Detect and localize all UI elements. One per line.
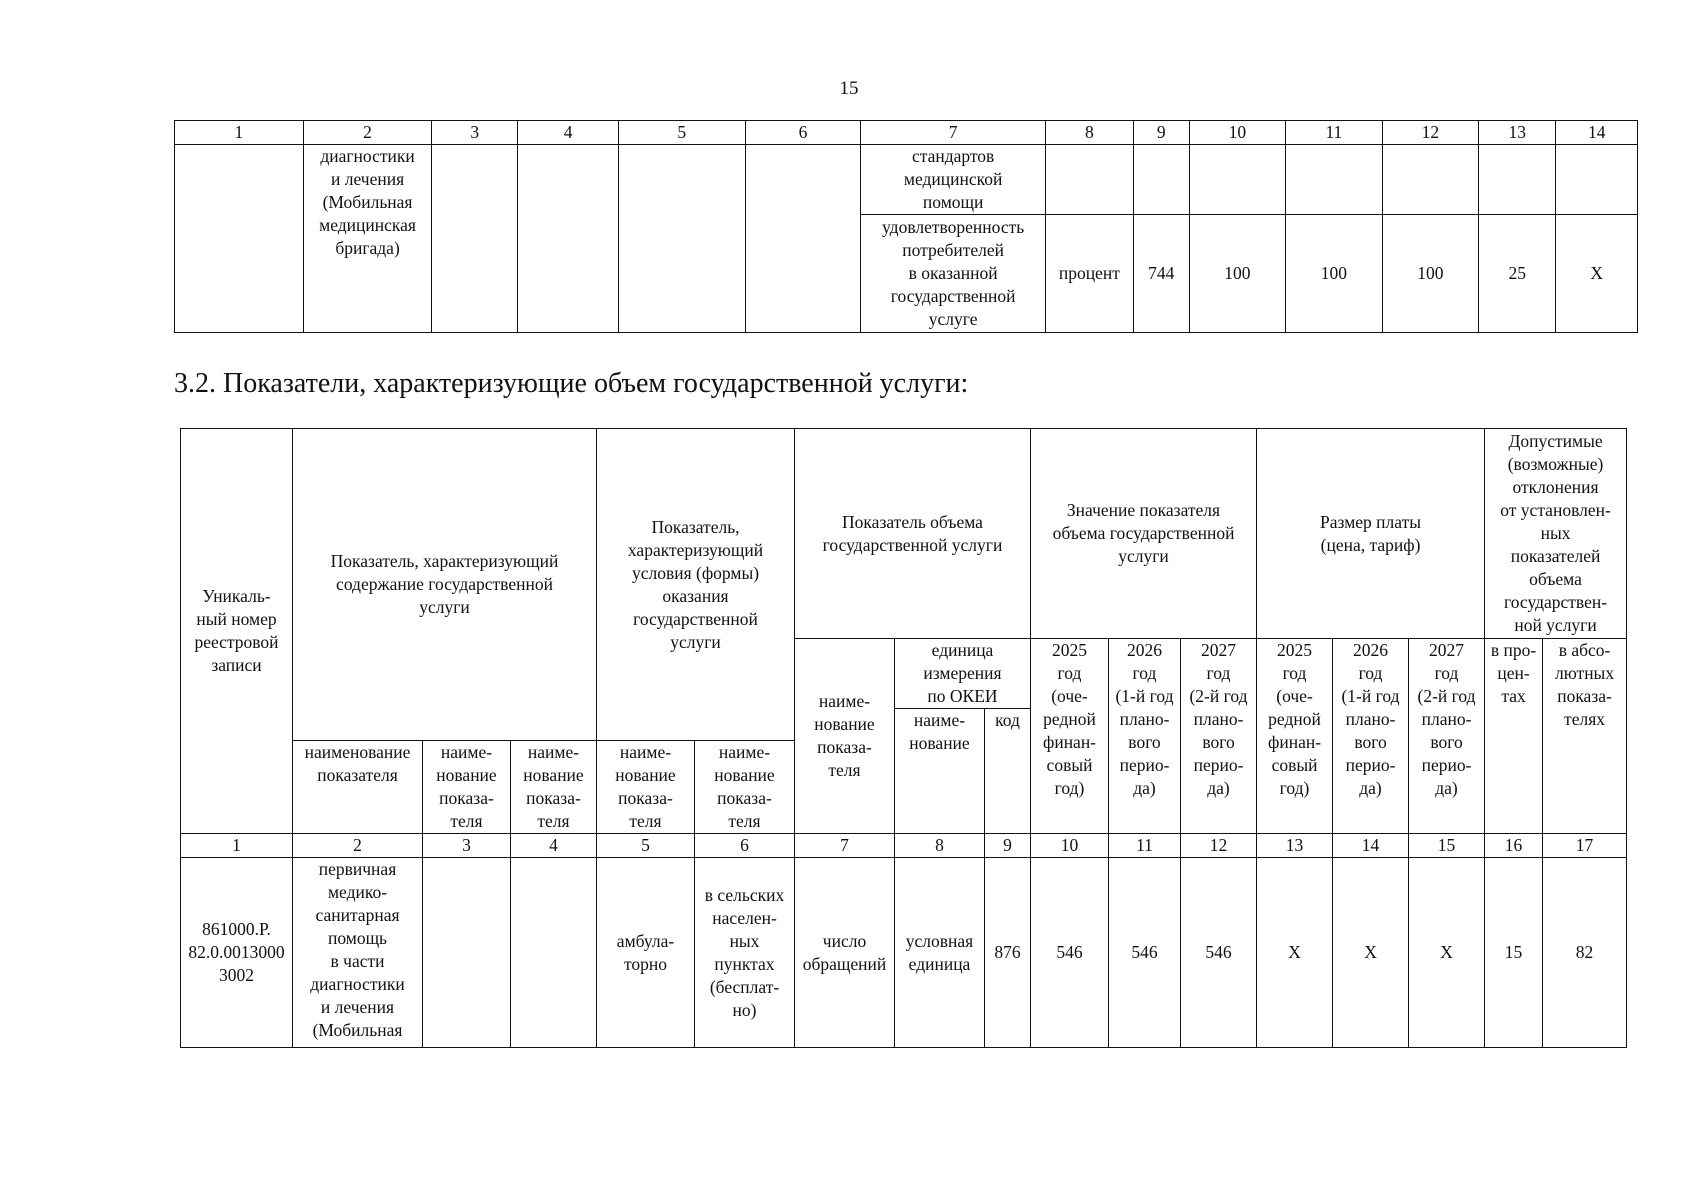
column-number: 14 — [1333, 834, 1409, 858]
empty-cell — [518, 145, 619, 333]
unit-cell: условная единица — [895, 858, 985, 1048]
empty-cell — [1479, 145, 1556, 215]
column-number: 17 — [1543, 834, 1627, 858]
header-unit-name: наиме- нование — [895, 709, 985, 834]
column-number-row — [175, 121, 1638, 145]
header-subindicator-name: наиме- нование показа- теля — [695, 741, 795, 834]
column-number: 3 — [423, 834, 511, 858]
column-number: 6 — [695, 834, 795, 858]
value-2025-cell: 546 — [1031, 858, 1109, 1048]
content-indicator-cell — [423, 858, 511, 1048]
column-number: 10 — [1031, 834, 1109, 858]
empty-cell — [1189, 145, 1286, 215]
condition-cell: амбула- торно — [597, 858, 695, 1048]
deviation-absolute-cell: 82 — [1543, 858, 1627, 1048]
deviation-absolute-cell: Х — [1556, 215, 1638, 333]
condition-cell: в сельских населен- ных пунктах (бесплат- но) — [695, 858, 795, 1048]
empty-cell — [1286, 145, 1383, 215]
column-number: 10 — [1189, 121, 1286, 145]
column-number: 15 — [1409, 834, 1485, 858]
registry-number-cell: 861000.Р. 82.0.0013000 3002 — [181, 858, 293, 1048]
header-volume-value: Значение показателя объема государственной услуги — [1031, 429, 1257, 639]
fee-2025-cell: Х — [1257, 858, 1333, 1048]
value-2026-cell: 546 — [1109, 858, 1181, 1048]
unit-cell: процент — [1045, 215, 1133, 333]
header-fee: Размер платы (цена, тариф) — [1257, 429, 1485, 639]
column-number: 16 — [1485, 834, 1543, 858]
empty-cell — [1556, 145, 1638, 215]
header-deviations: Допустимые (возможные) отклонения от установлен- ных показателей объема государствен- ной услуги — [1485, 429, 1627, 639]
column-number: 7 — [861, 121, 1045, 145]
deviation-percent-cell: 15 — [1485, 858, 1543, 1048]
column-number: 2 — [293, 834, 423, 858]
deviation-percent-cell: 25 — [1479, 215, 1556, 333]
header-value-2026: 2026 год (1-й год плано- вого перио- да) — [1109, 639, 1181, 834]
table-row — [175, 145, 1638, 215]
column-number-row — [181, 834, 1627, 858]
value-2027-cell: 100 — [1382, 215, 1479, 333]
empty-cell — [1045, 145, 1133, 215]
value-2026-cell: 100 — [1286, 215, 1383, 333]
volume-indicators-table — [180, 428, 1627, 1048]
column-number: 13 — [1257, 834, 1333, 858]
column-number: 6 — [745, 121, 861, 145]
empty-cell — [619, 145, 746, 333]
column-number: 7 — [795, 834, 895, 858]
empty-cell — [1382, 145, 1479, 215]
column-number: 5 — [597, 834, 695, 858]
indicator-name-cell: удовлетворенность потребителей в оказанной государственной услуге — [861, 215, 1045, 333]
service-name-cell: первичная медико- санитарная помощь в части диагностики и лечения (Мобильная — [293, 858, 423, 1048]
column-number: 4 — [518, 121, 619, 145]
column-number: 2 — [303, 121, 432, 145]
header-subindicator-name: наиме- нование показа- теля — [423, 741, 511, 834]
header-fee-2026: 2026 год (1-й год плано- вого перио- да) — [1333, 639, 1409, 834]
column-number: 4 — [511, 834, 597, 858]
empty-cell — [745, 145, 861, 333]
service-name-cell: диагностики и лечения (Мобильная медицинская бригада) — [303, 145, 432, 333]
column-number: 12 — [1181, 834, 1257, 858]
header-fee-2025: 2025 год (оче- редной финан- совый год) — [1257, 639, 1333, 834]
value-2025-cell: 100 — [1189, 215, 1286, 333]
okei-code-cell: 876 — [985, 858, 1031, 1048]
column-number: 13 — [1479, 121, 1556, 145]
header-subindicator-name: наиме- нование показа- теля — [511, 741, 597, 834]
fee-2027-cell: Х — [1409, 858, 1485, 1048]
column-number: 1 — [175, 121, 304, 145]
header-deviation-percent: в про- цен- тах — [1485, 639, 1543, 834]
indicator-name-cell: стандартов медицинской помощи — [861, 145, 1045, 215]
fee-2026-cell: Х — [1333, 858, 1409, 1048]
column-number: 9 — [985, 834, 1031, 858]
okei-code-cell: 744 — [1133, 215, 1189, 333]
empty-cell — [1133, 145, 1189, 215]
column-number: 3 — [432, 121, 518, 145]
page-number: 15 — [839, 78, 859, 99]
header-deviation-absolute: в абсо- лютных показа- телях — [1543, 639, 1627, 834]
header-value-2027: 2027 год (2-й год плано- вого перио- да) — [1181, 639, 1257, 834]
header-subindicator-name: наименование показателя — [293, 741, 423, 834]
header-unique-number: Уникаль- ный номер реестровой записи — [181, 429, 293, 834]
header-indicator-name: наиме- нование показа- теля — [795, 639, 895, 834]
column-number: 9 — [1133, 121, 1189, 145]
column-number: 11 — [1109, 834, 1181, 858]
column-number: 11 — [1286, 121, 1383, 145]
table-row — [181, 858, 1627, 1048]
header-unit-okei: единица измерения по ОКЕИ — [895, 639, 1031, 709]
empty-cell — [432, 145, 518, 333]
registry-number-cell — [175, 145, 304, 333]
indicator-name-cell: число обращений — [795, 858, 895, 1048]
column-number: 8 — [1045, 121, 1133, 145]
column-number: 14 — [1556, 121, 1638, 145]
content-indicator-cell — [511, 858, 597, 1048]
header-conditions-indicator: Показатель, характеризующий условия (формы) оказания государственной услуги — [597, 429, 795, 741]
section-heading: 3.2. Показатели, характеризующие объем государственной услуги: — [174, 368, 969, 399]
header-fee-2027: 2027 год (2-й год плано- вого перио- да) — [1409, 639, 1485, 834]
column-number: 8 — [895, 834, 985, 858]
header-value-2025: 2025 год (оче- редной финан- совый год) — [1031, 639, 1109, 834]
column-number: 5 — [619, 121, 746, 145]
value-2027-cell: 546 — [1181, 858, 1257, 1048]
header-volume-indicator: Показатель объема государственной услуги — [795, 429, 1031, 639]
header-content-indicator: Показатель, характеризующий содержание государственной услуги — [293, 429, 597, 741]
header-subindicator-name: наиме- нование показа- теля — [597, 741, 695, 834]
column-number: 1 — [181, 834, 293, 858]
column-number: 12 — [1382, 121, 1479, 145]
quality-indicators-table-continuation — [174, 120, 1638, 333]
header-unit-code: код — [985, 709, 1031, 834]
